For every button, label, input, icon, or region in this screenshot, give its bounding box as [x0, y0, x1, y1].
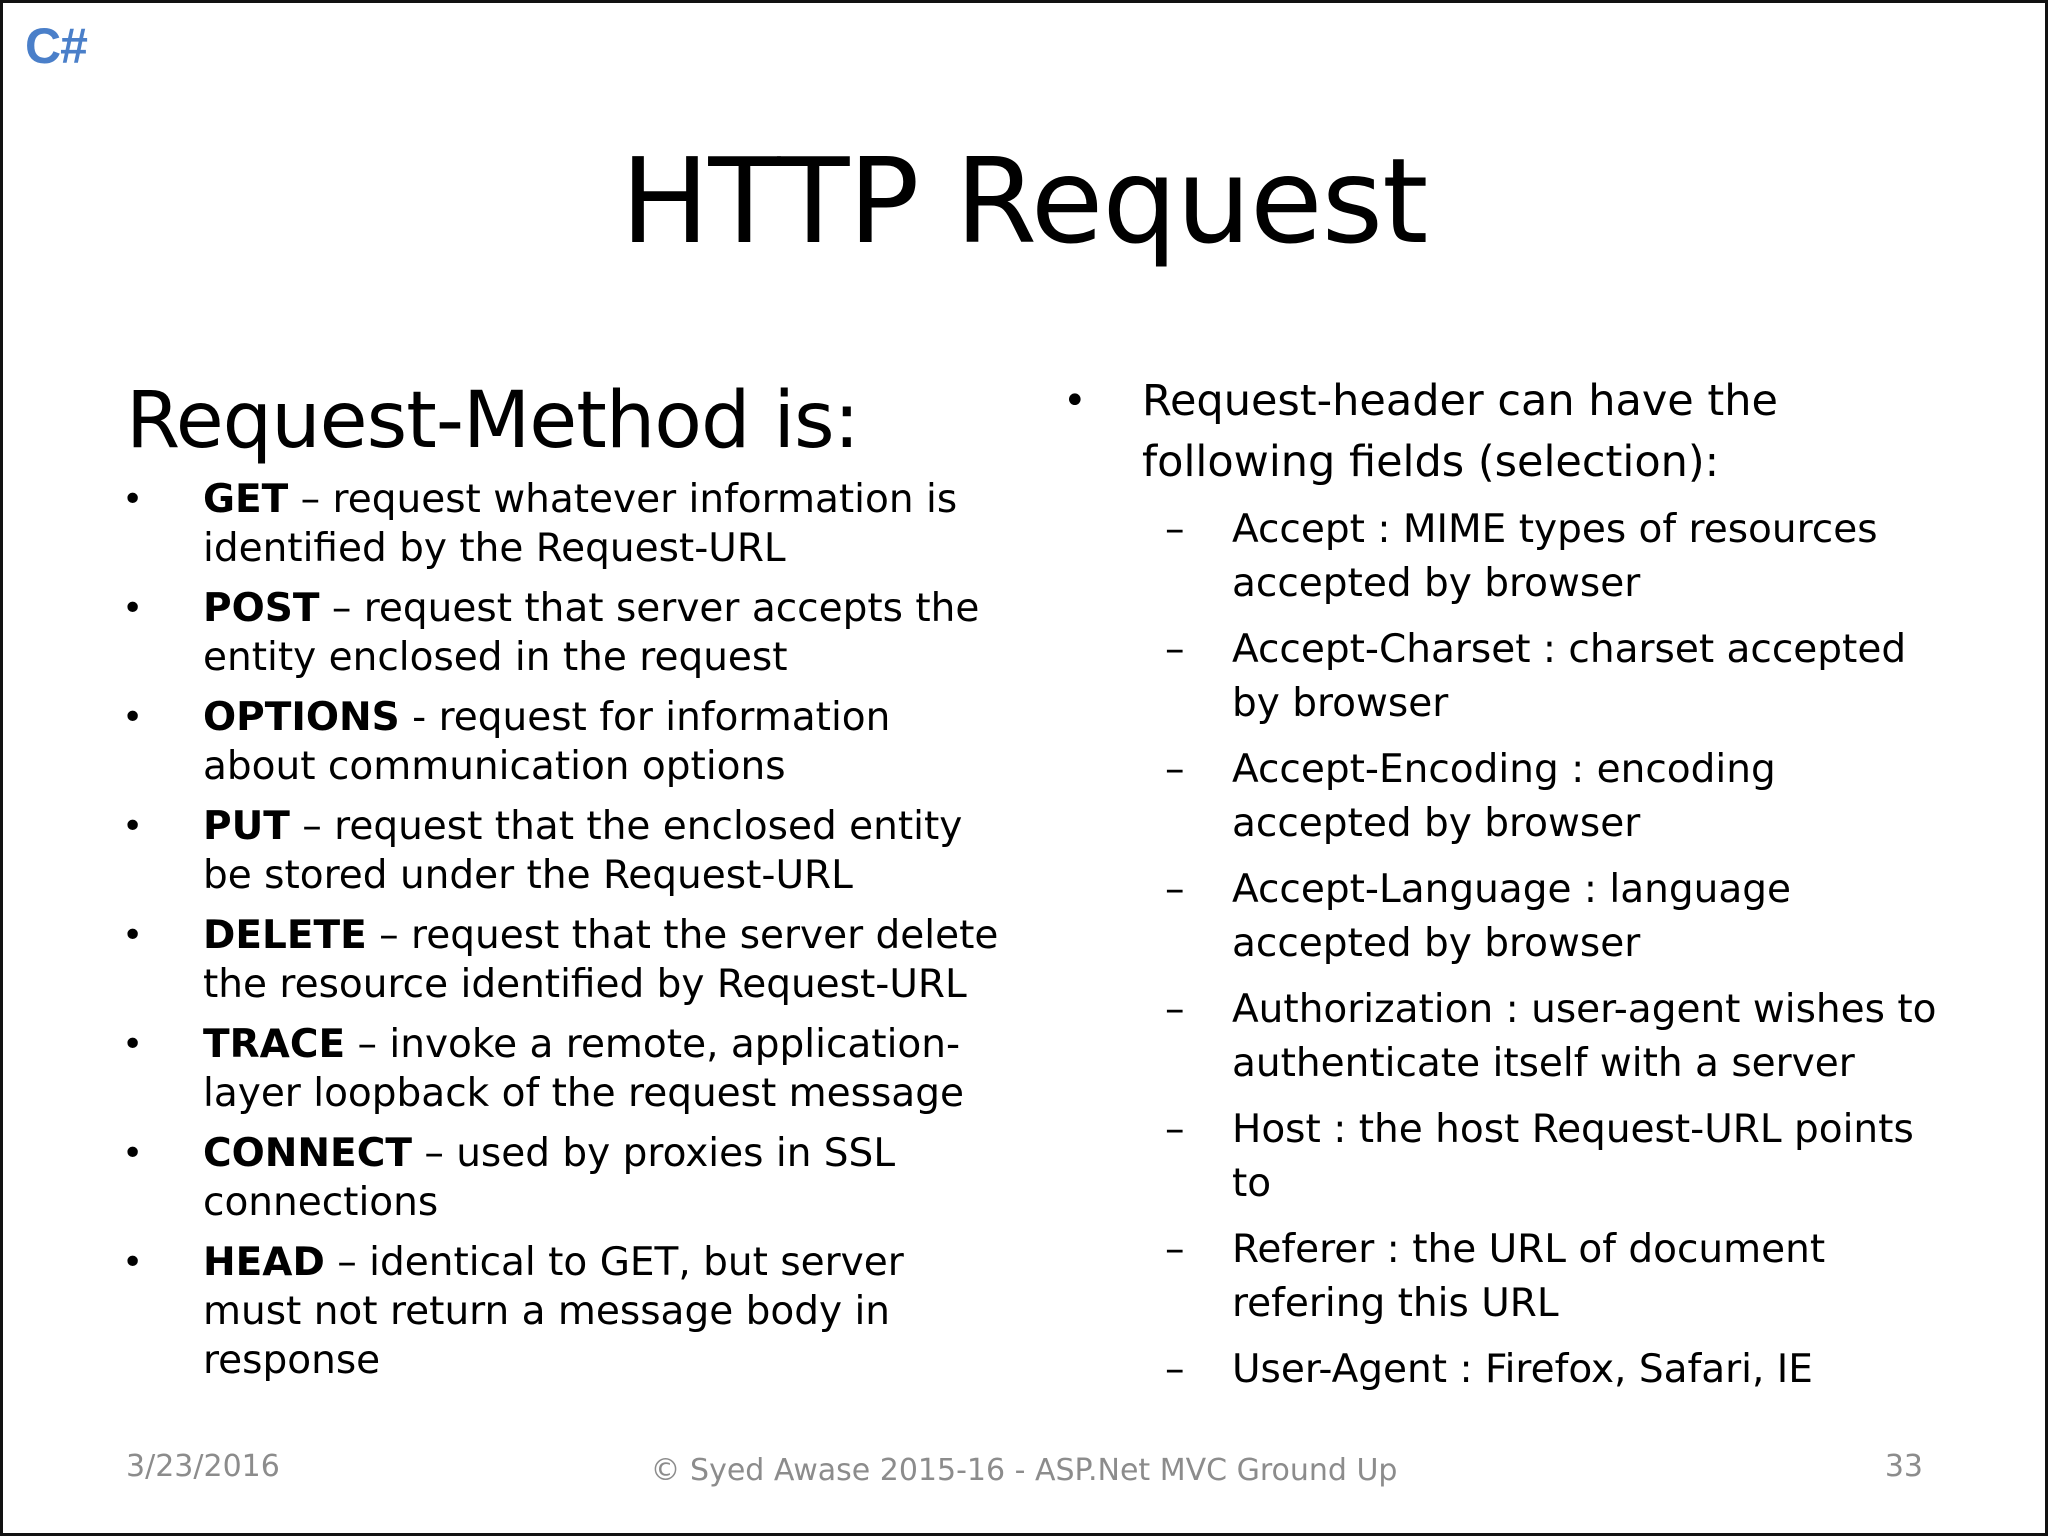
dash-icon: – [1165, 507, 1185, 552]
method-name: CONNECT [203, 1131, 412, 1176]
bullet-icon: • [122, 479, 144, 520]
request-header-column [1063, 371, 1963, 1409]
list-item [122, 475, 1006, 573]
dash-icon: – [1165, 1107, 1185, 1152]
list-item [122, 802, 1006, 900]
field-text: Accept-Charset : charset accepted by browser [1232, 627, 1907, 726]
field-text: User-Agent : Firefox, Safari, IE [1232, 1347, 1813, 1392]
page-number: 33 [1884, 1449, 1923, 1484]
list-item [122, 584, 1006, 682]
method-description: – request whatever information is identified by the Request-URL [203, 477, 958, 571]
bullet-icon: • [122, 806, 144, 847]
request-header-intro [1063, 371, 1963, 493]
method-name: TRACE [203, 1022, 346, 1067]
list-item [1063, 743, 1963, 851]
method-description: – invoke a remote, application-layer loopback of the request message [203, 1022, 964, 1116]
method-description: - request for information about communication options [203, 695, 891, 789]
field-text: Accept-Language : language accepted by browser [1232, 867, 1791, 966]
list-item [1063, 503, 1963, 611]
list-item [1063, 1223, 1963, 1331]
dash-icon: – [1165, 867, 1185, 912]
bullet-icon: • [122, 697, 144, 738]
footer-copyright: © Syed Awase 2015-16 - ASP.Net MVC Ground Up [650, 1453, 1398, 1488]
dash-icon: – [1165, 987, 1185, 1032]
field-text: Host : the host Request-URL points to [1232, 1107, 1914, 1206]
request-header-intro-text: Request-header can have the following fields (selection): [1142, 376, 1778, 487]
dash-icon: – [1165, 747, 1185, 792]
list-item [122, 1020, 1006, 1118]
method-description: – request that the server delete the resource identified by Request-URL [203, 913, 999, 1007]
bullet-icon: • [122, 1133, 144, 1174]
bullet-icon: • [122, 588, 144, 629]
method-description: – used by proxies in SSL connections [203, 1131, 896, 1225]
dash-icon: – [1165, 1227, 1185, 1272]
field-text: Authorization : user-agent wishes to authenticate itself with a server [1232, 987, 1937, 1086]
list-item [122, 911, 1006, 1009]
method-description: – identical to GET, but server must not return a message body in response [203, 1240, 904, 1383]
field-text: Accept-Encoding : encoding accepted by browser [1232, 747, 1776, 846]
dash-icon: – [1165, 627, 1185, 672]
method-description: – request that the enclosed entity be stored under the Request-URL [203, 804, 963, 898]
method-name: GET [203, 477, 289, 522]
method-description: – request that server accepts the entity enclosed in the request [203, 586, 980, 680]
request-method-list [122, 475, 1006, 1385]
method-name: POST [203, 586, 320, 631]
list-item [1063, 1103, 1963, 1211]
request-methods-column [122, 375, 1006, 1396]
list-item [122, 1129, 1006, 1227]
slide-title: HTTP Request [620, 132, 1428, 270]
request-header-field-list [1063, 503, 1963, 1397]
field-text: Referer : the URL of document refering this URL [1232, 1227, 1826, 1326]
method-name: OPTIONS [203, 695, 400, 740]
list-item [1063, 863, 1963, 971]
dash-icon: – [1165, 1347, 1185, 1392]
bullet-icon: • [122, 1024, 144, 1065]
request-method-heading: Request-Method is: [126, 376, 859, 466]
method-name: DELETE [203, 913, 367, 958]
bullet-icon: • [1063, 378, 1087, 424]
list-item [1063, 623, 1963, 731]
method-name: PUT [203, 804, 290, 849]
csharp-logo: C# [25, 18, 87, 74]
field-text: Accept : MIME types of resources accepted by browser [1232, 507, 1878, 606]
footer-date: 3/23/2016 [126, 1449, 280, 1484]
bullet-icon: • [122, 915, 144, 956]
list-item [122, 1238, 1006, 1385]
method-name: HEAD [203, 1240, 325, 1285]
bullet-icon: • [122, 1242, 144, 1283]
list-item [122, 693, 1006, 791]
list-item [1063, 983, 1963, 1091]
list-item [1063, 1343, 1963, 1397]
